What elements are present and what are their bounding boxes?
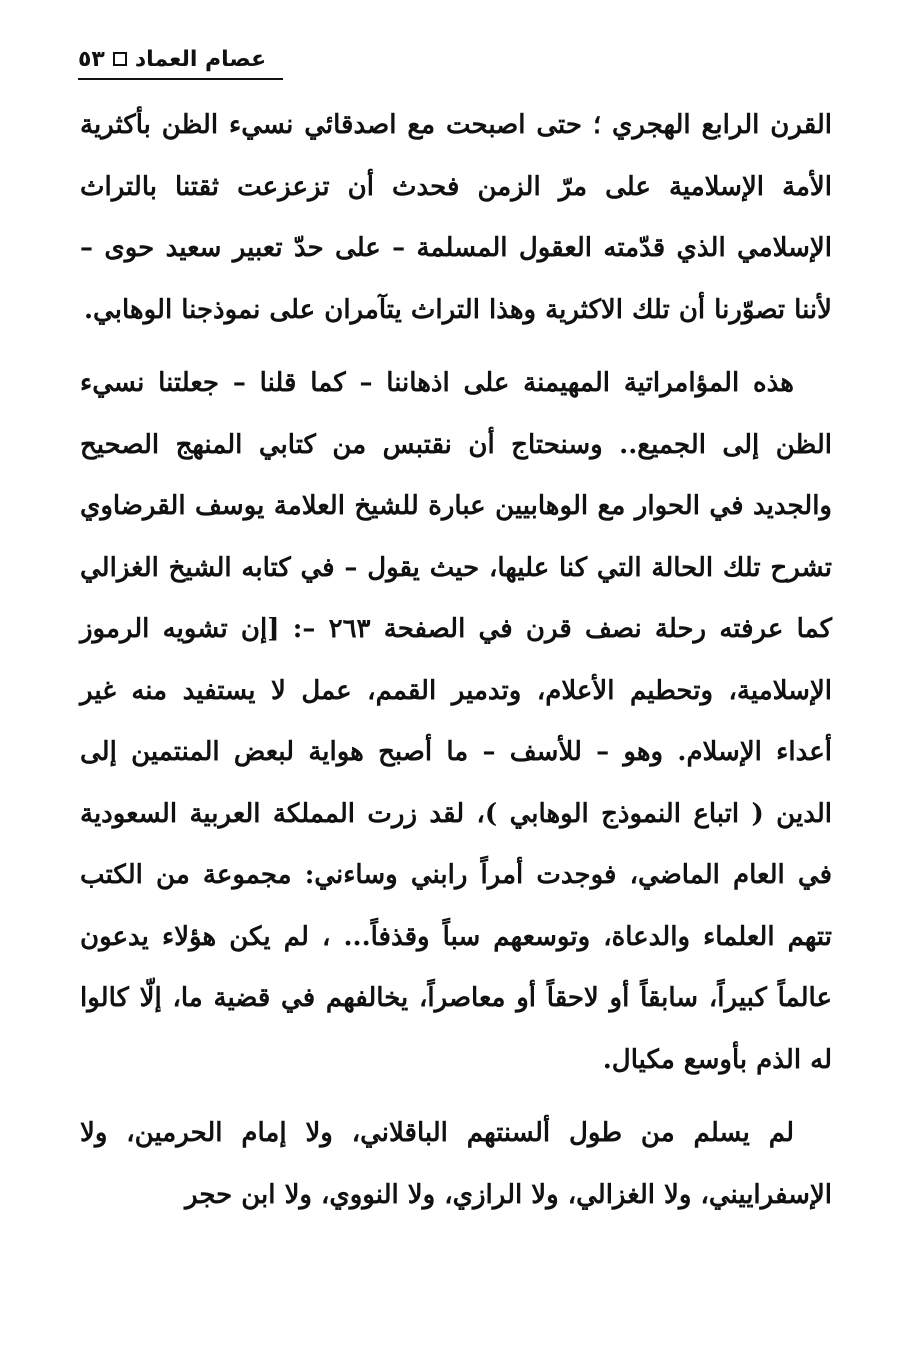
- body-text: [80, 95, 832, 1226]
- paragraph-1: القرن الرابع الهجري ؛ حتى اصبحت مع اصدقائي نسيء الظن بأكثرية الأمة الإسلامية على مرّ الزمن فحدث أن تزعزعت ثقتنا بالتراث الإسلامي الذي قدّمته العقول المسلمة – على حدّ تعبير سعيد حوى – لأننا تصوّرنا أن تلك الاكثرية وهذا التراث يتآمران على نموذجنا الوهابي.: [80, 110, 832, 325]
- running-header: [78, 42, 283, 82]
- header-rule: [78, 78, 283, 80]
- paragraph-2: هذه المؤامراتية المهيمنة على اذهاننا – كما قلنا – جعلتنا نسيء الظن إلى الجميع.. وسنحتاج أن نقتبس من كتابي المنهج الصحيح والجديد في الحوار مع الوهابيين عبارة للشيخ العلامة يوسف القرضاوي تشرح تلك الحالة التي كنا عليها، حيث يقول – في كتابه الشيخ الغزالي كما عرفته رحلة نصف قرن في الصفحة ٢٦٣ –: [إن تشويه الرموز الإسلامية، وتحطيم الأعلام، وتدمير القمم، عمل لا يستفيد منه غير أعداء الإسلام. وهو – للأسف – ما أصبح هواية لبعض المنتمين إلى الدين ( اتباع النموذج الوهابي )، لقد زرت المملكة العربية السعودية في العام الماضي، فوجدت أمراً رابني وساءني: مجموعة من الكتب تتهم العلماء والدعاة، وتوسعهم سباً وقذفاً... ، لم يكن هؤلاء يدعون عالماً كبيراً، سابقاً أو لاحقاً أو معاصراً، يخالفهم في قضية ما، إلّا كالوا له الذم بأوسع مكيال.: [80, 368, 832, 1075]
- page-number: ٥٣: [78, 46, 105, 72]
- header-separator-box-icon: [113, 52, 127, 66]
- book-title: عصام العماد: [134, 46, 267, 72]
- paragraph-3: لم يسلم من طول ألسنتهم الباقلاني، ولا إمام الحرمين، ولا الإسفراييني، ولا الغزالي، ولا الرازي، ولا النووي، ولا ابن حجر: [80, 1118, 832, 1210]
- header-row: [78, 42, 283, 76]
